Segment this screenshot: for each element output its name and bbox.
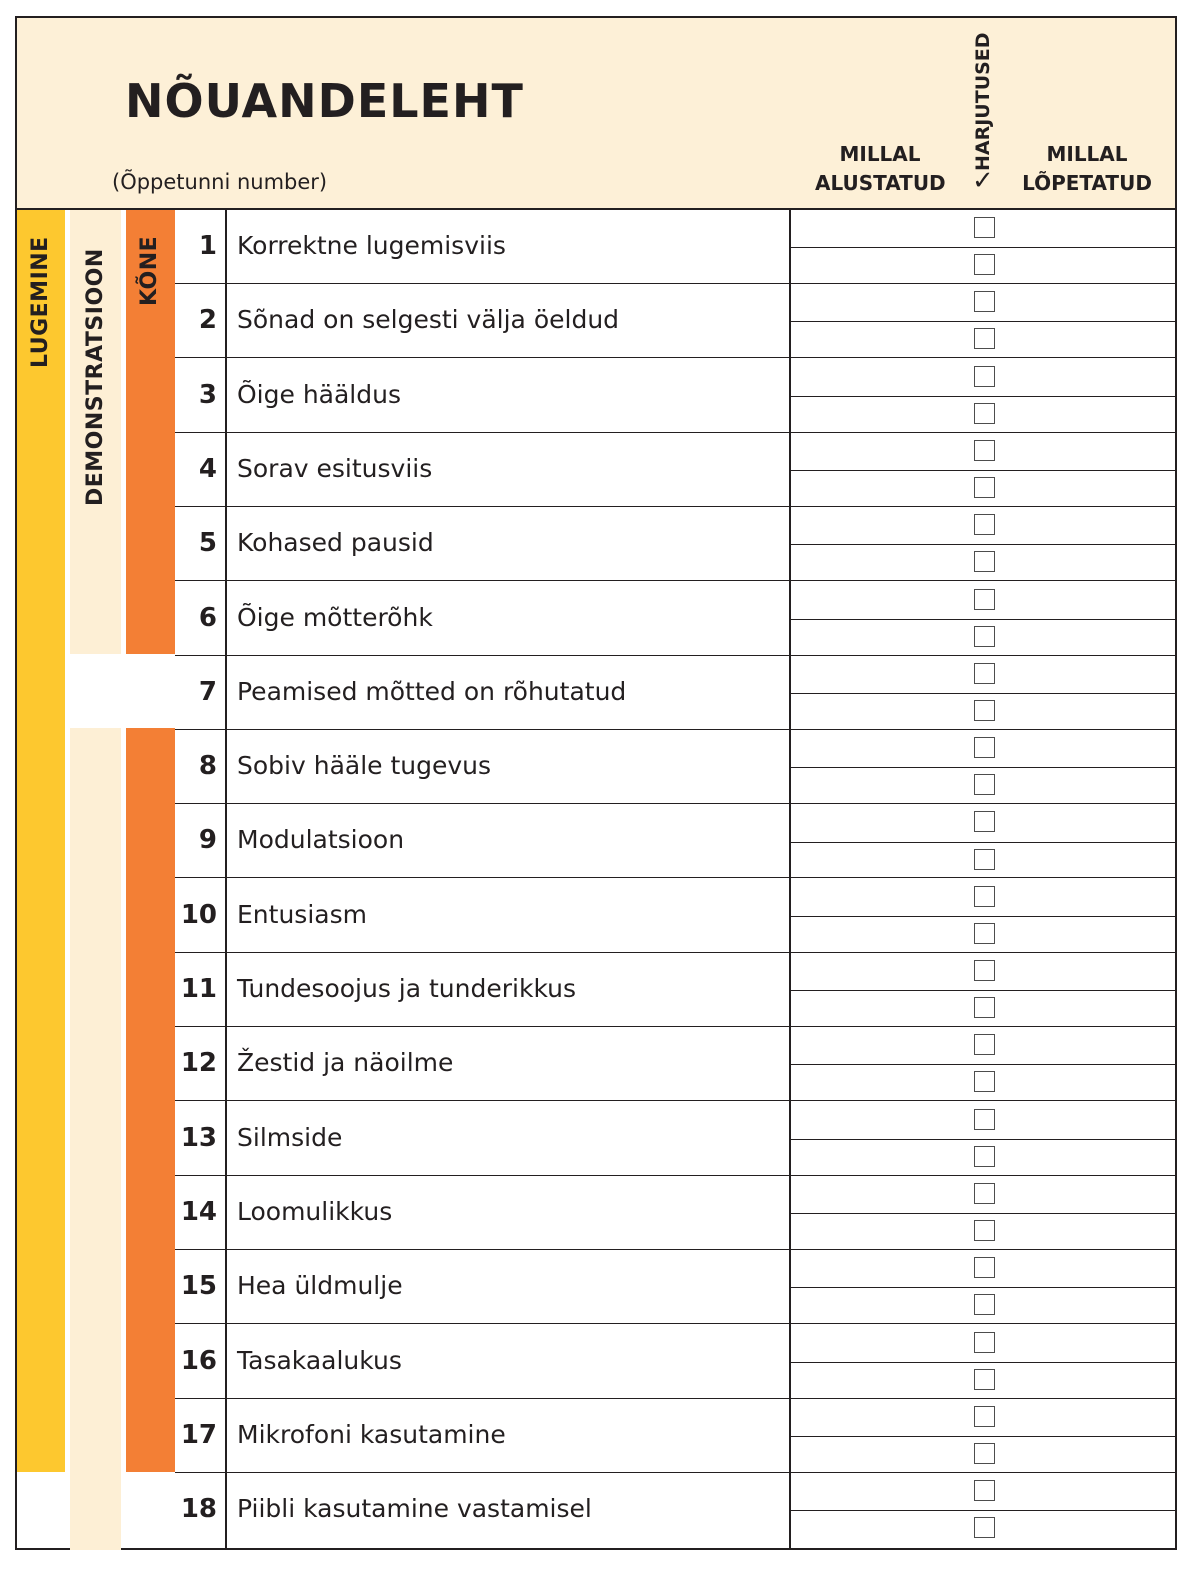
band-speech-lower (126, 728, 175, 1472)
row-label: Piibli kasutamine vastamisel (237, 1494, 592, 1524)
checkbox-icon[interactable] (974, 626, 995, 647)
row-number: 14 (180, 1196, 217, 1227)
checkbox-icon[interactable] (974, 1109, 995, 1130)
row-label: Õige hääldus (237, 379, 401, 409)
band-speech-label: KÕNE (137, 235, 162, 306)
practice-divider (791, 619, 1175, 620)
row-number: 8 (198, 751, 217, 782)
row-number: 10 (180, 899, 217, 930)
column-header-started: MILLAL ALUSTATUD (815, 142, 946, 195)
checkbox-icon[interactable] (974, 589, 995, 610)
checkbox-icon[interactable] (974, 960, 995, 981)
checkbox-icon[interactable] (974, 254, 995, 275)
row-label: Sobiv hääle tugevus (237, 751, 492, 781)
checkbox-icon[interactable] (974, 1369, 995, 1390)
checkbox-icon[interactable] (974, 997, 995, 1018)
checkbox-icon[interactable] (974, 1480, 995, 1501)
practice-divider (791, 1362, 1175, 1363)
practice-divider (791, 544, 1175, 545)
row-number: 12 (180, 1048, 217, 1079)
band-demonstration (70, 210, 121, 654)
band-speech (126, 210, 175, 654)
band-demonstration-label: DEMONSTRATSIOON (83, 248, 108, 506)
checkbox-icon[interactable] (974, 1183, 995, 1204)
row-label: Tasakaalukus (237, 1345, 402, 1375)
row-label: Peamised mõtted on rõhutatud (237, 676, 627, 706)
row-number: 15 (180, 1271, 217, 1302)
row-number: 17 (180, 1419, 217, 1450)
lesson-number-caption: (Õppetunni number) (112, 170, 328, 194)
row-number: 13 (180, 1122, 217, 1153)
row-label: Sorav esitusviis (237, 453, 433, 483)
practice-divider (791, 1436, 1175, 1437)
checkbox-icon[interactable] (974, 514, 995, 535)
row-number: 5 (198, 528, 217, 559)
row-label: Hea üldmulje (237, 1271, 403, 1301)
counsel-sheet (15, 16, 1177, 1550)
row-label: Korrektne lugemisviis (237, 231, 506, 260)
practice-divider (791, 247, 1175, 248)
checkbox-icon[interactable] (974, 366, 995, 387)
row-number: 4 (198, 453, 217, 484)
practice-divider (791, 396, 1175, 397)
checkbox-icon[interactable] (974, 477, 995, 498)
row-label: Mikrofoni kasutamine (237, 1419, 506, 1449)
practice-divider (791, 990, 1175, 991)
checkbox-icon[interactable] (974, 700, 995, 721)
page-title: NÕUANDELEHT (125, 74, 524, 128)
row-label: Õige mõtterõhk (237, 602, 433, 632)
checkbox-icon[interactable] (974, 1220, 995, 1241)
checkbox-icon[interactable] (974, 1517, 995, 1538)
practice-divider (791, 842, 1175, 843)
row-number: 2 (198, 305, 217, 336)
row-label: Sõnad on selgesti välja öeldud (237, 305, 620, 335)
row-label: Loomulikkus (237, 1196, 393, 1226)
band-demonstration-lower (70, 728, 121, 1550)
band-reading-label: LUGEMINE (28, 236, 53, 368)
practice-divider (791, 767, 1175, 768)
checkbox-icon[interactable] (974, 291, 995, 312)
checkbox-icon[interactable] (974, 440, 995, 461)
practice-divider (791, 1213, 1175, 1214)
row-number: 7 (198, 676, 217, 707)
row-label: Žestid ja näoilme (237, 1048, 454, 1078)
row-number: 11 (180, 974, 217, 1004)
sheet-header: NÕUANDELEHT (Õppetunni number) MILLAL ALUSTATUD HARJUTUSED ✓ MILLAL LÕPETATUD (17, 18, 1175, 210)
checkbox-icon[interactable] (974, 217, 995, 238)
row-label: Entusiasm (237, 899, 367, 929)
practice-divider (791, 1287, 1175, 1288)
row-number: 3 (198, 379, 217, 410)
checkbox-icon[interactable] (974, 1257, 995, 1278)
row-number: 1 (198, 231, 217, 261)
checkbox-icon[interactable] (974, 1034, 995, 1055)
row-label: Tundesoojus ja tunderikkus (237, 974, 577, 1003)
row-label: Kohased pausid (237, 528, 434, 558)
practice-divider (791, 1510, 1175, 1511)
checkbox-icon[interactable] (974, 403, 995, 424)
practice-divider (791, 1139, 1175, 1140)
column-header-finished: MILLAL LÕPETATUD (1022, 142, 1152, 195)
checkbox-icon[interactable] (974, 663, 995, 684)
row-number: 6 (198, 602, 217, 633)
row-number: 16 (180, 1345, 217, 1376)
band-reading (17, 210, 65, 1472)
row-label: Silmside (237, 1122, 343, 1152)
number-column-divider (225, 208, 227, 1548)
checkbox-icon[interactable] (974, 737, 995, 758)
practice-divider (791, 916, 1175, 917)
checkbox-icon[interactable] (974, 811, 995, 832)
checkbox-icon[interactable] (974, 1332, 995, 1353)
checkbox-icon[interactable] (974, 849, 995, 870)
practice-divider (791, 1064, 1175, 1065)
practice-divider (791, 693, 1175, 694)
checkbox-icon[interactable] (974, 328, 995, 349)
checkbox-icon[interactable] (974, 1443, 995, 1464)
checkbox-icon[interactable] (974, 551, 995, 572)
check-icon: ✓ (972, 166, 994, 196)
practice-divider (791, 470, 1175, 471)
checkbox-icon[interactable] (974, 1071, 995, 1092)
checkbox-icon[interactable] (974, 886, 995, 907)
checkbox-icon[interactable] (974, 774, 995, 795)
checkbox-icon[interactable] (974, 1406, 995, 1427)
row-number: 18 (180, 1494, 217, 1525)
label-column-divider (789, 208, 791, 1548)
row-number: 9 (198, 825, 217, 856)
practice-divider (791, 321, 1175, 322)
checkbox-icon[interactable] (974, 1146, 995, 1167)
checkbox-icon[interactable] (974, 1294, 995, 1315)
row-label: Modulatsioon (237, 825, 405, 855)
checkbox-icon[interactable] (974, 923, 995, 944)
